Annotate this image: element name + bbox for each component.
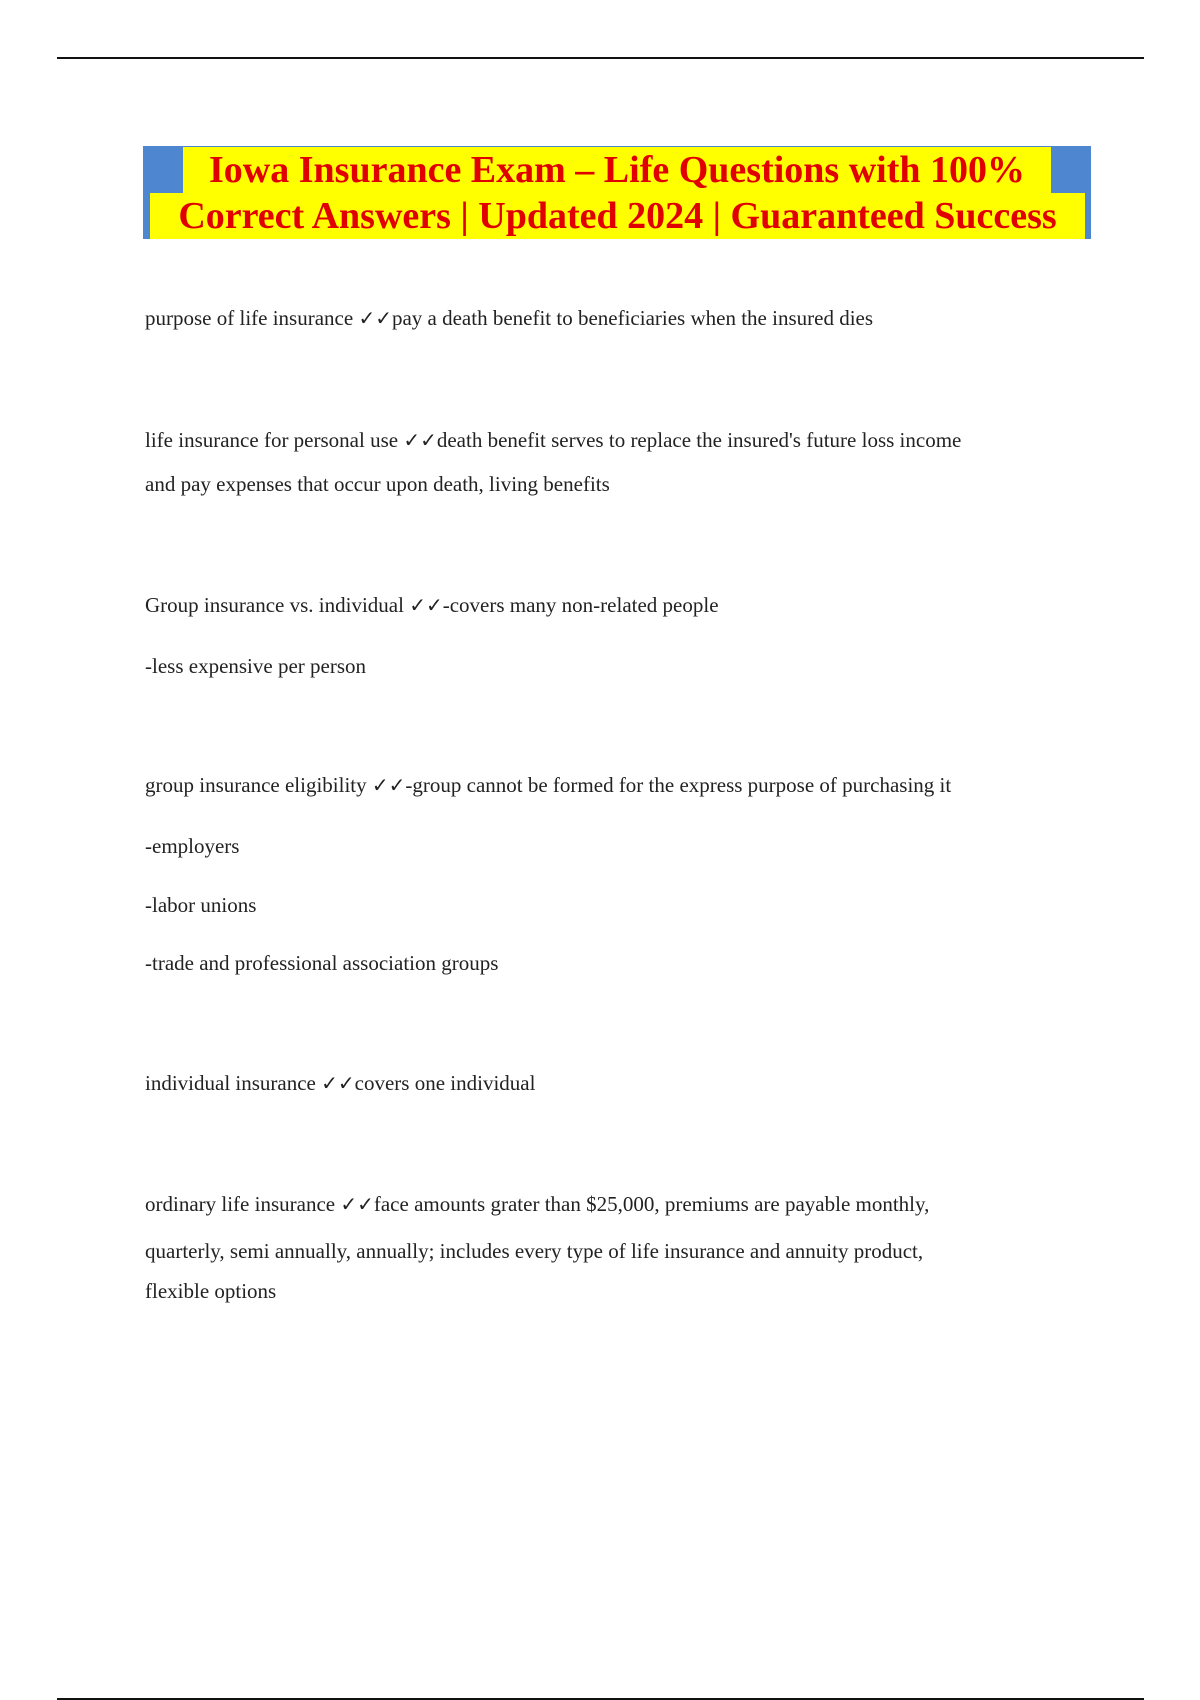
entry-term-line bbox=[145, 1070, 535, 1096]
term: individual insurance bbox=[145, 1071, 316, 1095]
answer: -covers many non-related people bbox=[442, 593, 719, 617]
answer-line: -less expensive per person bbox=[145, 654, 367, 678]
answer: covers one individual bbox=[354, 1071, 536, 1095]
double-check-icon: ✓✓ bbox=[321, 1071, 355, 1095]
double-check-icon: ✓✓ bbox=[340, 1192, 374, 1216]
answer-line: and pay expenses that occur upon death, living benefits bbox=[145, 472, 610, 496]
title-line-2: Correct Answers | Updated 2024 | Guaranteed Success bbox=[150, 193, 1085, 239]
entry-term-line bbox=[145, 772, 951, 798]
double-check-icon: ✓✓ bbox=[371, 773, 406, 797]
entry-term-line bbox=[145, 592, 719, 618]
entry-term-line bbox=[145, 1191, 929, 1217]
answer: pay a death benefit to beneficiaries when the insured dies bbox=[391, 306, 874, 330]
entry-term-line bbox=[145, 427, 961, 453]
entry-term-line bbox=[145, 305, 873, 331]
term: ordinary life insurance bbox=[145, 1192, 336, 1216]
double-check-icon: ✓✓ bbox=[409, 593, 443, 617]
answer-line: -labor unions bbox=[145, 893, 257, 917]
double-check-icon: ✓✓ bbox=[403, 428, 437, 452]
top-rule bbox=[57, 57, 1144, 59]
term: group insurance eligibility bbox=[145, 773, 367, 797]
answer: death benefit serves to replace the insured's future loss income bbox=[436, 428, 962, 452]
term: Group insurance vs. individual bbox=[145, 593, 404, 617]
answer-line: flexible options bbox=[145, 1279, 277, 1303]
answer-line: quarterly, semi annually, annually; includes every type of life insurance and annuity product, bbox=[145, 1239, 924, 1263]
answer-line: -employers bbox=[145, 834, 240, 858]
title-line-1: Iowa Insurance Exam – Life Questions with 100% bbox=[183, 147, 1051, 193]
answer: face amounts grater than $25,000, premiums are payable monthly, bbox=[373, 1192, 930, 1216]
double-check-icon: ✓✓ bbox=[358, 306, 392, 330]
answer-line: -trade and professional association groups bbox=[145, 951, 499, 975]
term: life insurance for personal use bbox=[145, 428, 399, 452]
answer: -group cannot be formed for the express purpose of purchasing it bbox=[405, 773, 952, 797]
term: purpose of life insurance bbox=[145, 306, 354, 330]
